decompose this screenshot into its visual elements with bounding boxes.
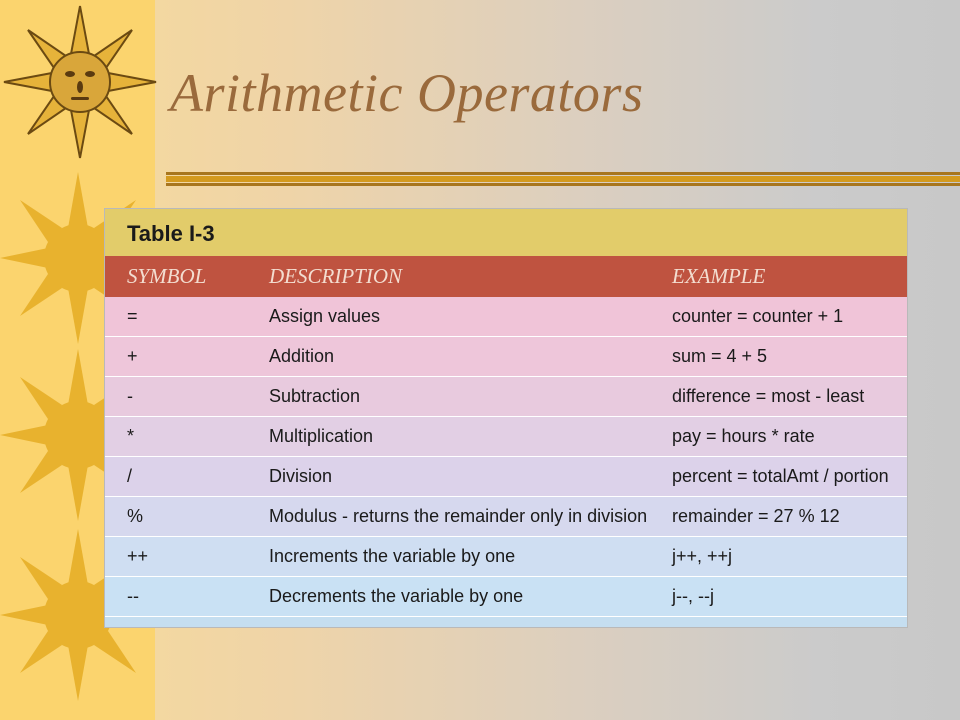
cell-symbol: / [127, 466, 133, 486]
cell-example: difference = most - least [672, 386, 865, 406]
cell-description: Multiplication [269, 426, 374, 446]
cell-symbol: ++ [127, 546, 149, 566]
cell-description: Addition [269, 346, 335, 366]
cell-symbol: = [127, 306, 138, 326]
table-row [105, 577, 907, 617]
header-description: DESCRIPTION [269, 264, 402, 288]
cell-description: Modulus - returns the remainder only in division [269, 506, 648, 526]
table-row [105, 377, 907, 417]
sun-face-icon [2, 2, 158, 162]
table-row [105, 297, 907, 337]
table-row [105, 337, 907, 377]
table-header-row [105, 256, 907, 297]
header-symbol: SYMBOL [127, 264, 207, 288]
header-example: EXAMPLE [672, 264, 766, 288]
cell-symbol: + [127, 346, 138, 366]
cell-description: Assign values [269, 306, 381, 326]
cell-example: counter = counter + 1 [672, 306, 844, 326]
table-row [105, 417, 907, 457]
cell-example: j--, --j [672, 586, 714, 606]
table-caption: Table I-3 [105, 209, 907, 256]
title-divider [166, 172, 960, 188]
table-body [105, 297, 907, 617]
operators-table [104, 208, 908, 628]
slide-title: Arithmetic Operators [170, 63, 644, 123]
cell-example: sum = 4 + 5 [672, 346, 768, 366]
cell-symbol: % [127, 506, 144, 526]
cell-description: Subtraction [269, 386, 361, 406]
cell-example: pay = hours * rate [672, 426, 815, 446]
cell-example: percent = totalAmt / portion [672, 466, 889, 486]
table-row [105, 457, 907, 497]
table-row [105, 497, 907, 537]
cell-symbol: - [127, 386, 133, 406]
cell-symbol: * [127, 426, 135, 446]
cell-example: j++, ++j [672, 546, 733, 566]
cell-description: Increments the variable by one [269, 546, 516, 566]
cell-description: Decrements the variable by one [269, 586, 524, 606]
cell-symbol: -- [127, 586, 139, 606]
cell-example: remainder = 27 % 12 [672, 506, 840, 526]
cell-description: Division [269, 466, 333, 486]
table-row [105, 537, 907, 577]
